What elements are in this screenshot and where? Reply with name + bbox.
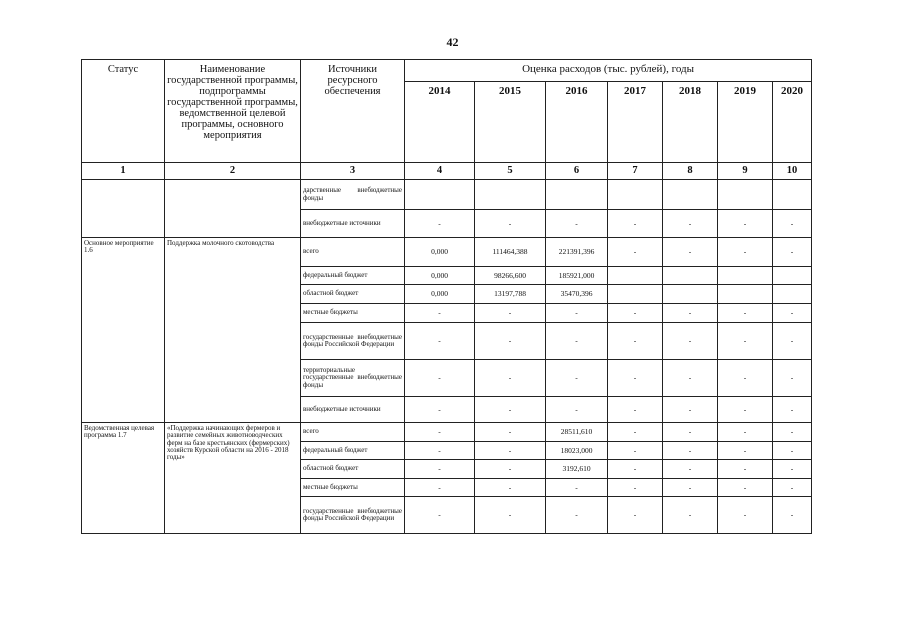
value-cell: 28511,610 bbox=[546, 423, 608, 442]
value-cell: - bbox=[405, 497, 475, 534]
column-number: 7 bbox=[608, 163, 663, 180]
value-cell: - bbox=[773, 442, 812, 460]
value-cell: - bbox=[608, 442, 663, 460]
header-year: 2015 bbox=[475, 82, 546, 163]
value-cell: - bbox=[718, 360, 773, 397]
value-cell: - bbox=[663, 397, 718, 423]
value-cell bbox=[608, 267, 663, 285]
header-status: Статус bbox=[82, 60, 165, 163]
value-cell: - bbox=[718, 304, 773, 323]
value-cell bbox=[663, 285, 718, 304]
value-cell: - bbox=[608, 397, 663, 423]
value-cell bbox=[608, 180, 663, 210]
value-cell: - bbox=[475, 397, 546, 423]
value-cell: - bbox=[475, 442, 546, 460]
value-cell: - bbox=[475, 323, 546, 360]
funding-source-cell: государственные внебюджетные фонды Российской Федерации bbox=[301, 497, 405, 534]
header-year: 2017 bbox=[608, 82, 663, 163]
value-cell: - bbox=[405, 397, 475, 423]
program-name-cell: «Поддержка начинающих фермеров и развитие семейных животноводческих ферм на базе крестьянских (фермерских) хозяйств Курской области на 2016 - 2018 годы» bbox=[165, 423, 301, 534]
value-cell bbox=[773, 180, 812, 210]
funding-source-cell: местные бюджеты bbox=[301, 304, 405, 323]
column-number: 10 bbox=[773, 163, 812, 180]
value-cell: - bbox=[405, 304, 475, 323]
value-cell: - bbox=[405, 210, 475, 238]
status-cell: Ведомственная целевая программа 1.7 bbox=[82, 423, 165, 534]
value-cell: 0,000 bbox=[405, 267, 475, 285]
value-cell bbox=[475, 180, 546, 210]
header-program-name: Наименование государственной программы, подпрограммы государственной программы, ведомственной целевой программы, основного мероприятия bbox=[165, 60, 301, 163]
status-cell: Основное мероприятие 1.6 bbox=[82, 238, 165, 423]
column-number: 5 bbox=[475, 163, 546, 180]
value-cell: - bbox=[663, 423, 718, 442]
value-cell: - bbox=[773, 304, 812, 323]
value-cell: - bbox=[663, 238, 718, 267]
header-funding-sources: Источники ресурсного обеспечения bbox=[301, 60, 405, 163]
value-cell bbox=[773, 285, 812, 304]
table-row bbox=[82, 180, 812, 210]
value-cell: - bbox=[546, 479, 608, 497]
value-cell: - bbox=[663, 497, 718, 534]
value-cell: - bbox=[773, 397, 812, 423]
value-cell: - bbox=[773, 497, 812, 534]
value-cell bbox=[546, 180, 608, 210]
value-cell: - bbox=[546, 210, 608, 238]
header-year: 2018 bbox=[663, 82, 718, 163]
funding-source-cell: федеральный бюджет bbox=[301, 267, 405, 285]
funding-source-cell: дарственные внебюджетные фонды bbox=[301, 180, 405, 210]
header-year: 2020 bbox=[773, 82, 812, 163]
column-number: 6 bbox=[546, 163, 608, 180]
program-name-cell bbox=[165, 180, 301, 238]
value-cell: - bbox=[608, 360, 663, 397]
value-cell: 111464,388 bbox=[475, 238, 546, 267]
value-cell: - bbox=[663, 360, 718, 397]
value-cell: - bbox=[405, 442, 475, 460]
value-cell: - bbox=[773, 360, 812, 397]
value-cell bbox=[663, 180, 718, 210]
column-number: 1 bbox=[82, 163, 165, 180]
value-cell: 13197,788 bbox=[475, 285, 546, 304]
value-cell: - bbox=[475, 304, 546, 323]
value-cell: - bbox=[718, 397, 773, 423]
value-cell bbox=[663, 267, 718, 285]
value-cell: - bbox=[405, 479, 475, 497]
funding-source-cell: федеральный бюджет bbox=[301, 442, 405, 460]
value-cell: - bbox=[608, 479, 663, 497]
value-cell: - bbox=[663, 323, 718, 360]
value-cell: - bbox=[475, 360, 546, 397]
value-cell bbox=[718, 180, 773, 210]
value-cell: - bbox=[773, 323, 812, 360]
value-cell: - bbox=[718, 323, 773, 360]
value-cell: - bbox=[475, 210, 546, 238]
value-cell: - bbox=[608, 238, 663, 267]
value-cell: - bbox=[773, 423, 812, 442]
value-cell: 0,000 bbox=[405, 238, 475, 267]
value-cell: - bbox=[773, 460, 812, 479]
value-cell bbox=[718, 285, 773, 304]
status-cell bbox=[82, 180, 165, 238]
column-number: 2 bbox=[165, 163, 301, 180]
value-cell: - bbox=[773, 479, 812, 497]
value-cell bbox=[608, 285, 663, 304]
value-cell: - bbox=[718, 210, 773, 238]
column-number: 4 bbox=[405, 163, 475, 180]
funding-source-cell: государственные внебюджетные фонды Российской Федерации bbox=[301, 323, 405, 360]
funding-source-cell: местные бюджеты bbox=[301, 479, 405, 497]
value-cell: - bbox=[546, 304, 608, 323]
value-cell: 18023,000 bbox=[546, 442, 608, 460]
value-cell: - bbox=[405, 323, 475, 360]
header-year: 2019 bbox=[718, 82, 773, 163]
funding-source-cell: всего bbox=[301, 423, 405, 442]
value-cell: - bbox=[475, 497, 546, 534]
value-cell: - bbox=[718, 479, 773, 497]
budget-table bbox=[81, 59, 812, 534]
value-cell bbox=[405, 180, 475, 210]
value-cell: - bbox=[663, 479, 718, 497]
value-cell: - bbox=[608, 460, 663, 479]
value-cell: - bbox=[663, 442, 718, 460]
value-cell: - bbox=[608, 497, 663, 534]
value-cell: - bbox=[475, 479, 546, 497]
funding-source-cell: областной бюджет bbox=[301, 460, 405, 479]
value-cell: 98266,600 bbox=[475, 267, 546, 285]
value-cell: - bbox=[475, 460, 546, 479]
table-row bbox=[82, 423, 812, 442]
value-cell: - bbox=[546, 323, 608, 360]
value-cell: - bbox=[718, 423, 773, 442]
program-name-cell: Поддержка молочного скотоводства bbox=[165, 238, 301, 423]
value-cell: 35470,396 bbox=[546, 285, 608, 304]
value-cell: - bbox=[718, 442, 773, 460]
value-cell: - bbox=[608, 423, 663, 442]
header-year: 2016 bbox=[546, 82, 608, 163]
funding-source-cell: областной бюджет bbox=[301, 285, 405, 304]
value-cell: - bbox=[546, 497, 608, 534]
value-cell: - bbox=[718, 497, 773, 534]
column-number: 8 bbox=[663, 163, 718, 180]
funding-source-cell: всего bbox=[301, 238, 405, 267]
value-cell: - bbox=[546, 360, 608, 397]
column-number: 3 bbox=[301, 163, 405, 180]
value-cell: - bbox=[405, 423, 475, 442]
value-cell: 3192,610 bbox=[546, 460, 608, 479]
value-cell: 185921,000 bbox=[546, 267, 608, 285]
value-cell: - bbox=[405, 460, 475, 479]
header-year: 2014 bbox=[405, 82, 475, 163]
funding-source-cell: внебюджетные источники bbox=[301, 210, 405, 238]
table-row bbox=[82, 238, 812, 267]
value-cell: - bbox=[546, 397, 608, 423]
value-cell: - bbox=[475, 423, 546, 442]
funding-source-cell: территориальные государственные внебюджетные фонды bbox=[301, 360, 405, 397]
value-cell: - bbox=[718, 460, 773, 479]
header-cost-estimate: Оценка расходов (тыс. рублей), годы bbox=[405, 60, 812, 82]
column-number: 9 bbox=[718, 163, 773, 180]
value-cell bbox=[773, 267, 812, 285]
value-cell: - bbox=[718, 238, 773, 267]
value-cell bbox=[718, 267, 773, 285]
value-cell: - bbox=[773, 210, 812, 238]
page-number: 42 bbox=[446, 35, 459, 49]
value-cell: - bbox=[773, 238, 812, 267]
value-cell: - bbox=[608, 304, 663, 323]
value-cell: - bbox=[608, 210, 663, 238]
value-cell: - bbox=[608, 323, 663, 360]
value-cell: - bbox=[663, 210, 718, 238]
value-cell: - bbox=[405, 360, 475, 397]
funding-source-cell: внебюджетные источники bbox=[301, 397, 405, 423]
value-cell: 221391,396 bbox=[546, 238, 608, 267]
value-cell: - bbox=[663, 304, 718, 323]
value-cell: 0,000 bbox=[405, 285, 475, 304]
value-cell: - bbox=[663, 460, 718, 479]
